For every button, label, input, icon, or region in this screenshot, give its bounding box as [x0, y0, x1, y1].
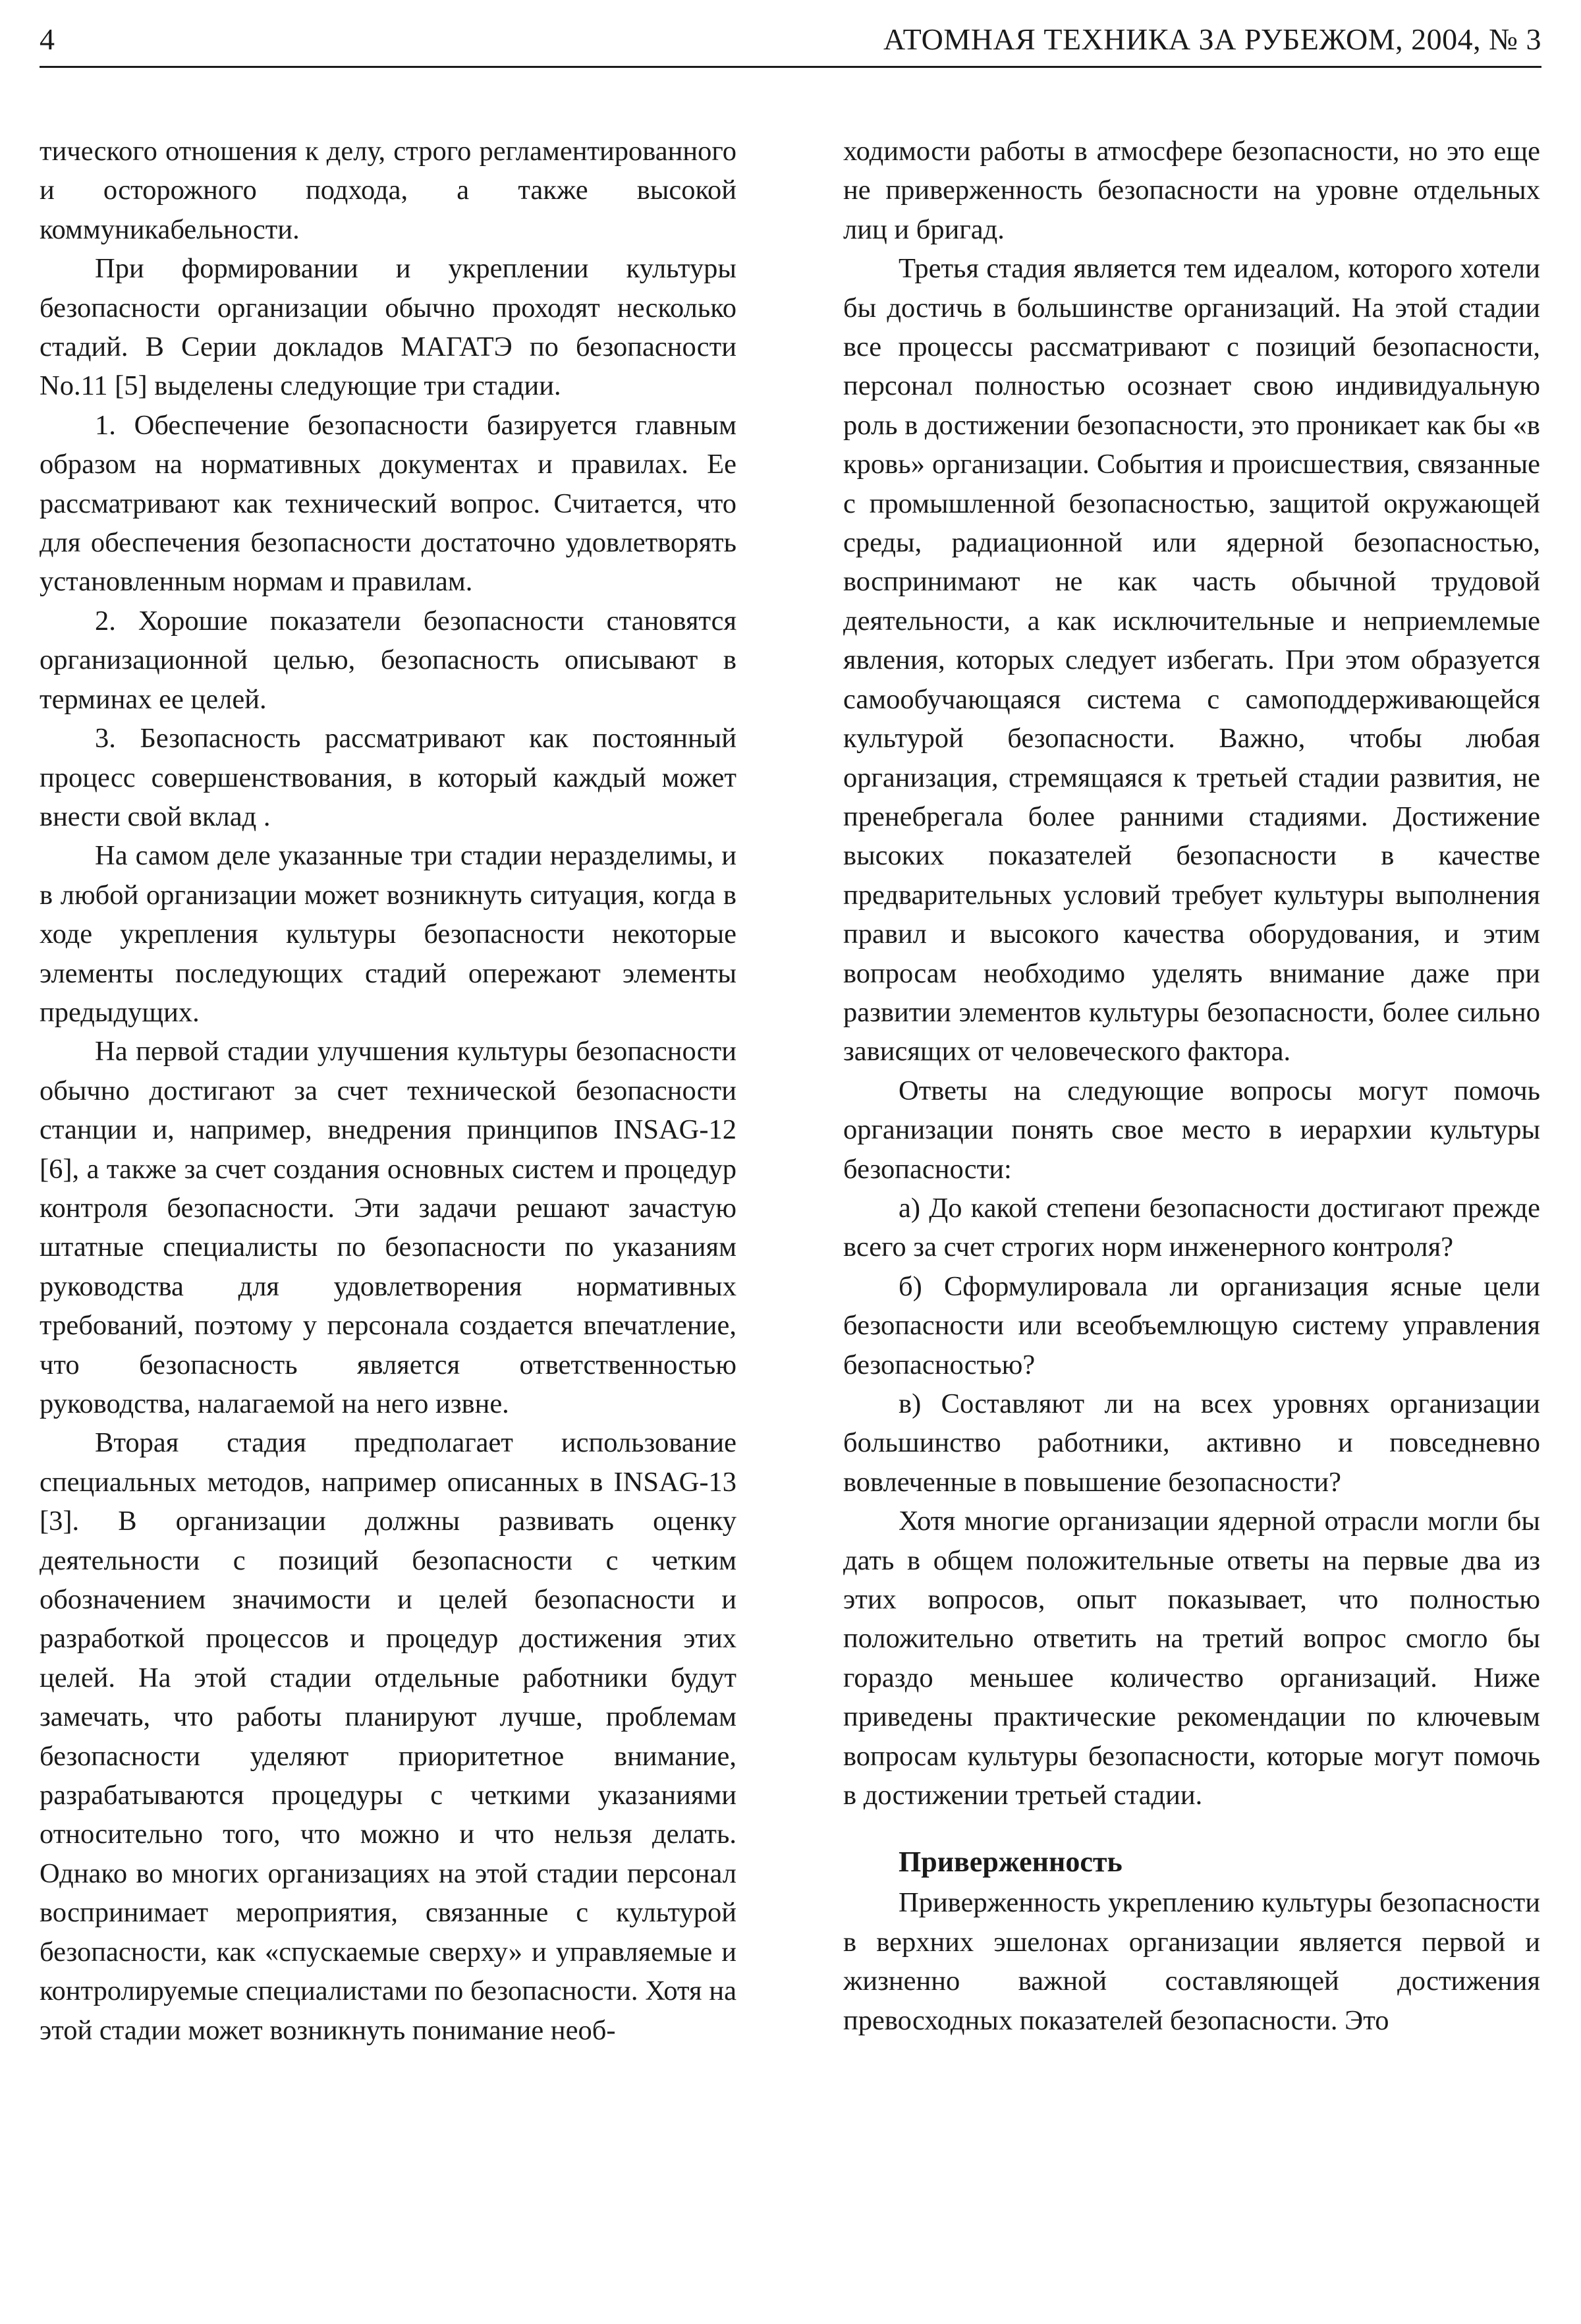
page-header — [40, 20, 1541, 68]
paragraph: При формировании и укреплении культуры безопасности организации обычно проходят несколько стадий. В Серии докладов МАГАТЭ по безопасности No.11 [5] выделены следующие три стадии. — [40, 253, 736, 402]
list-item: а) До какой степени безопасности достигают прежде всего за счет строгих норм инженерного контроля? — [843, 1192, 1540, 1263]
page-number: 4 — [40, 22, 55, 56]
paragraph: тического отношения к делу, строго регламентированного и осторожного подхода, а также высокой коммуникабельности. — [40, 136, 736, 245]
list-item: 2. Хорошие показатели безопасности становятся организационной целью, безопасность описывают в терминах ее целей. — [40, 605, 736, 715]
paragraph: Приверженность укреплению культуры безопасности в верхних эшелонах организации является первой и жизненно важной составляющей достижения превосходных показателей безопасности. Это — [843, 1887, 1540, 2036]
paragraph: Ответы на следующие вопросы могут помочь организации понять свое место в иерархии культуры безопасности: — [843, 1075, 1540, 1185]
paragraph: На самом деле указанные три стадии неразделимы, и в любой организации может возникнуть ситуация, когда в ходе укрепления культуры безопасности некоторые элементы последующих стадий опережают элементы предыдущих. — [40, 840, 736, 1028]
list-item: в) Составляют ли на всех уровнях организации большинство работники, активно и повседневно вовлеченные в повышение безопасности? — [843, 1388, 1540, 1498]
list-item: 1. Обеспечение безопасности базируется главным образом на нормативных документах и правилах. Ее рассматривают как технический вопрос. Считается, что для обеспечения безопасности достаточно удовлетворять установленным нормам и правилам. — [40, 409, 736, 598]
paragraph: Хотя многие организации ядерной отрасли могли бы дать в общем положительные ответы на первые два из этих вопросов, опыт показывает, что полностью положительно ответить на третий вопрос смогло бы гораздо меньшее количество организаций. Ниже приведены практические рекомендации по ключевым вопросам культуры безопасности, которые могут помочь в достижении третьей стадии. — [843, 1506, 1540, 1811]
right-column — [843, 132, 1540, 2286]
section-heading: Приверженность — [899, 1846, 1123, 1879]
paragraph: На первой стадии улучшения культуры безопасности обычно достигают за счет технической безопасности станции и, например, внедрения принципов INSAG-12 [6], а также за счет создания основных систем и процедур контроля безопасности. Эти задачи решают зачастую штатные специалисты по безопасности по указаниям руководства для удовлетворения нормативных требований, поэтому у персонала создается впечатление, что безопасность является ответственностью руководства, налагаемой на него извне. — [40, 1036, 736, 1419]
list-item: 3. Безопасность рассматривают как постоянный процесс совершенствования, в который каждый может внести свой вклад . — [40, 723, 736, 832]
paragraph: Третья стадия является тем идеалом, которого хотели бы достичь в большинстве организаций. На этой стадии все процессы рассматривают с позиций безопасности, персонал полностью осознает свою индивидуальную роль в достижении безопасности, это проникает как бы «в кровь» организации. События и происшествия, связанные с промышленной безопасностью, защитой окружающей среды, радиационной или ядерной безопасностью, воспринимают не как часть обычной трудовой деятельности, а как исключительные и неприемлемые явления, которых следует избегать. При этом образуется самообучающаяся система с самоподдерживающейся культурой безопасности. Важно, чтобы любая организация, стремящаяся к третьей стадии развития, не пренебрегала более ранними стадиями. Достижение высоких показателей безопасности в качестве предварительных условий требует культуры выполнения правил и высокого качества оборудования, и этим вопросам необходимо уделять внимание даже при развитии элементов культуры безопасности, более сильно зависящих от человеческого фактора. — [843, 253, 1540, 1067]
left-column — [40, 132, 736, 2286]
list-item: б) Сформулировала ли организация ясные цели безопасности или всеобъемлющую систему управления безопасностью? — [843, 1270, 1540, 1380]
journal-title: АТОМНАЯ ТЕХНИКА ЗА РУБЕЖОМ, 2004, № 3 — [883, 22, 1541, 56]
paragraph: ходимости работы в атмосфере безопасности, но это еще не приверженность безопасности на уровне отдельных лиц и бригад. — [843, 136, 1540, 245]
paragraph: Вторая стадия предполагает использование специальных методов, например описанных в INSAG-13 [3]. В организации должны развивать оценку деятельности с позиций безопасности с четким обозначением значимости и целей безопасности и разработкой процессов и процедур достижения этих целей. На этой стадии отдельные работники будут замечать, что работы планируют лучше, проблемам безопасности уделяют приоритетное внимание, разрабатываются процедуры с четкими указаниями относительно того, что можно и что нельзя делать. Однако во многих организациях на этой стадии персонал воспринимает мероприятия, связанные с культурой безопасности, как «спускаемые сверху» и управляемые и контролируемые специалистами по безопасности. Хотя на этой стадии может возникнуть понимание необ- — [40, 1427, 736, 2046]
